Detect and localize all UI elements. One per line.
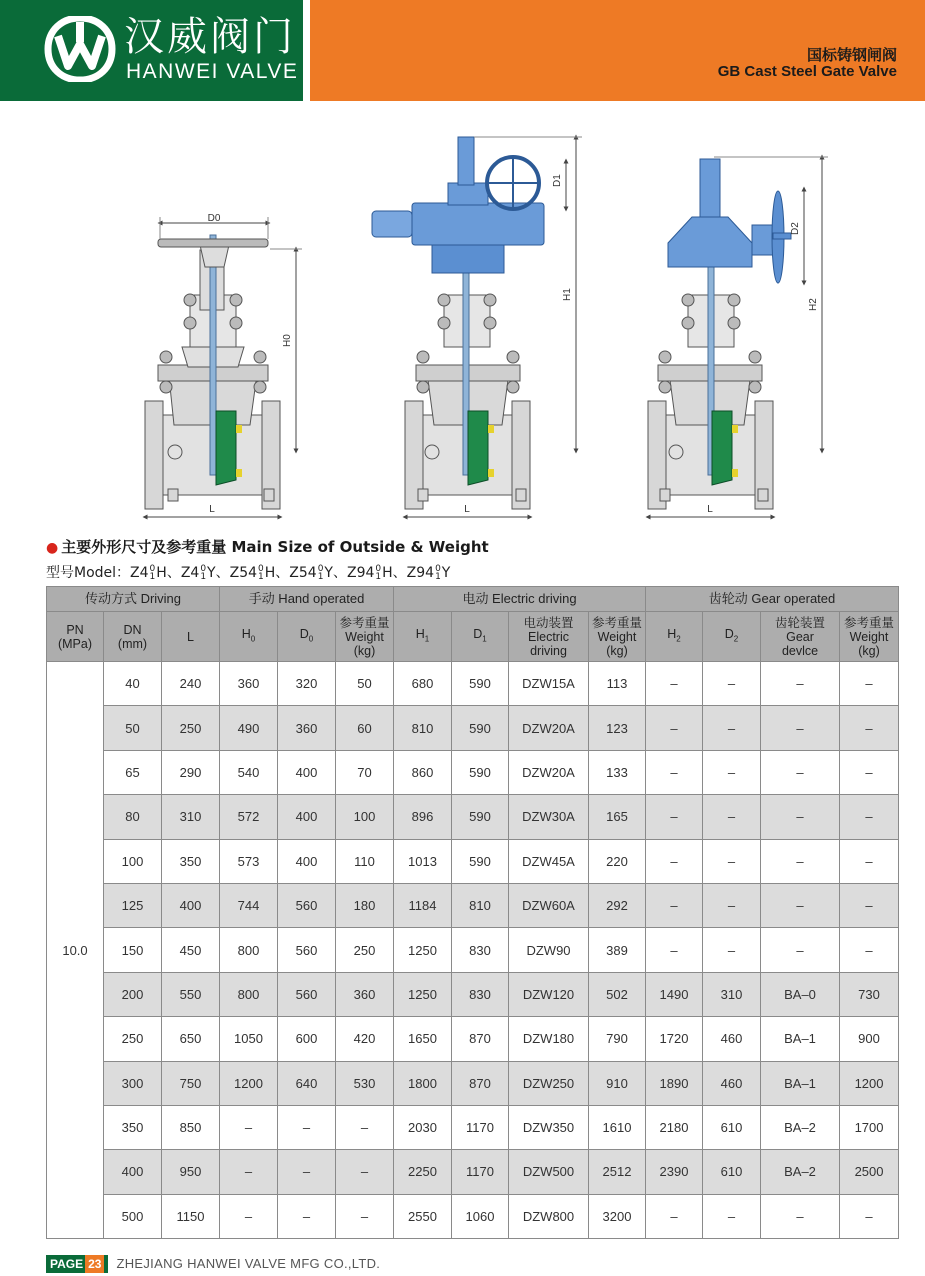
cell-gear-device: – (761, 662, 840, 706)
valve-gear-icon (648, 157, 828, 517)
cell-gear-device: BA–1 (761, 1017, 840, 1061)
col-h2: $H_2$ (646, 612, 703, 662)
table-row (47, 1194, 899, 1238)
valve-drawings (0, 125, 925, 525)
label-l-2: L (464, 504, 470, 515)
cell-h2: – (646, 662, 703, 706)
table-row (47, 1150, 899, 1194)
label-d2: D2 (790, 222, 801, 235)
cell-dn: 400 (104, 1150, 162, 1194)
cell-dn: 65 (104, 750, 162, 794)
cell-d2: 610 (703, 1150, 761, 1194)
cell-gear-device: – (761, 795, 840, 839)
cell-weight-electric: 113 (589, 662, 646, 706)
cell-h0: – (220, 1150, 278, 1194)
cell-h0: 800 (220, 972, 278, 1016)
cell-h1: 1650 (394, 1017, 452, 1061)
cell-dn: 200 (104, 972, 162, 1016)
cell-d0: – (278, 1150, 336, 1194)
cell-h1: 896 (394, 795, 452, 839)
cell-d2: – (703, 839, 761, 883)
cell-weight-electric: 133 (589, 750, 646, 794)
cell-d2: – (703, 928, 761, 972)
cell-l: 250 (162, 706, 220, 750)
cell-d0: 400 (278, 795, 336, 839)
bullet-icon: ● (46, 540, 59, 556)
cell-h1: 680 (394, 662, 452, 706)
cell-h2: – (646, 750, 703, 794)
cell-dn: 100 (104, 839, 162, 883)
cell-weight-gear: – (840, 883, 899, 927)
cell-weight-electric: 3200 (589, 1194, 646, 1238)
cell-weight-hand: 110 (336, 839, 394, 883)
spec-table-body (47, 662, 899, 1239)
table-row (47, 662, 899, 706)
col-weight-electric: 参考重量 Weight (kg) (589, 612, 646, 662)
cell-gear-device: – (761, 706, 840, 750)
model-list: Z40 1H、Z40 1Y、Z540 1H、Z540 1Y、Z940 1H、Z940 1Y (130, 564, 451, 582)
cell-l: 240 (162, 662, 220, 706)
cell-h0: 573 (220, 839, 278, 883)
cell-l: 1150 (162, 1194, 220, 1238)
cell-weight-hand: 100 (336, 795, 394, 839)
cell-weight-electric: 2512 (589, 1150, 646, 1194)
cell-weight-electric: 910 (589, 1061, 646, 1105)
cell-electric-device: DZW45A (509, 839, 589, 883)
cell-weight-hand: 70 (336, 750, 394, 794)
label-l-3: L (707, 504, 713, 515)
cell-h1: 1800 (394, 1061, 452, 1105)
group-electric: 电动 Electric driving (394, 587, 646, 612)
page-title-en: GB Cast Steel Gate Valve (717, 63, 897, 80)
cell-gear-device: BA–2 (761, 1105, 840, 1149)
page-badge: PAGE 23 (46, 1255, 108, 1273)
cell-weight-electric: 790 (589, 1017, 646, 1061)
cell-pn: 10.0 (47, 662, 104, 1239)
cell-h1: 1184 (394, 883, 452, 927)
cell-d2: 460 (703, 1017, 761, 1061)
col-d0: $D_0$ (278, 612, 336, 662)
cell-h0: 540 (220, 750, 278, 794)
model-code: Z540 1H (229, 564, 276, 582)
col-weight-hand: 参考重量 Weight (kg) (336, 612, 394, 662)
cell-h2: 1890 (646, 1061, 703, 1105)
cell-dn: 300 (104, 1061, 162, 1105)
cell-l: 400 (162, 883, 220, 927)
cell-gear-device: – (761, 883, 840, 927)
cell-h0: 360 (220, 662, 278, 706)
table-row (47, 972, 899, 1016)
cell-h2: – (646, 795, 703, 839)
cell-weight-gear: 900 (840, 1017, 899, 1061)
table-row (47, 839, 899, 883)
cell-weight-hand: 420 (336, 1017, 394, 1061)
cell-h2: 2180 (646, 1105, 703, 1149)
cell-h2: 1720 (646, 1017, 703, 1061)
cell-electric-device: DZW90 (509, 928, 589, 972)
cell-h2: – (646, 883, 703, 927)
cell-h1: 2550 (394, 1194, 452, 1238)
cell-h0: 572 (220, 795, 278, 839)
cell-h0: 744 (220, 883, 278, 927)
cell-d1: 590 (452, 750, 509, 794)
cell-weight-hand: 530 (336, 1061, 394, 1105)
cell-d1: 590 (452, 795, 509, 839)
cell-l: 650 (162, 1017, 220, 1061)
col-h1: $H_1$ (394, 612, 452, 662)
table-row (47, 1017, 899, 1061)
cell-dn: 250 (104, 1017, 162, 1061)
cell-d0: 600 (278, 1017, 336, 1061)
cell-weight-electric: 123 (589, 706, 646, 750)
cell-weight-gear: – (840, 839, 899, 883)
table-row (47, 750, 899, 794)
cell-weight-electric: 220 (589, 839, 646, 883)
cell-electric-device: DZW15A (509, 662, 589, 706)
cell-electric-device: DZW350 (509, 1105, 589, 1149)
page-title-cn: 国标铸钢闸阀 (806, 46, 897, 64)
model-code: Z40 1H (130, 564, 167, 582)
col-gear-device: 齿轮装置 Gear devlce (761, 612, 840, 662)
cell-electric-device: DZW30A (509, 795, 589, 839)
cell-h1: 1250 (394, 972, 452, 1016)
cell-d2: – (703, 662, 761, 706)
cell-d2: – (703, 750, 761, 794)
label-h1: H1 (562, 288, 573, 301)
logo-icon (44, 16, 116, 82)
label-h0: H0 (282, 334, 293, 347)
cell-h0: – (220, 1194, 278, 1238)
cell-h0: – (220, 1105, 278, 1149)
header-brand-band (0, 0, 303, 101)
label-l-1: L (209, 504, 215, 515)
table-row (47, 706, 899, 750)
col-weight-gear: 参考重量 Weight (kg) (840, 612, 899, 662)
model-code: Z540 1Y (289, 564, 333, 582)
cell-h1: 810 (394, 706, 452, 750)
cell-l: 310 (162, 795, 220, 839)
cell-d2: – (703, 706, 761, 750)
cell-electric-device: DZW800 (509, 1194, 589, 1238)
brand-name-cn: 汉威阀门 (124, 14, 296, 60)
model-code: Z940 1Y (406, 564, 451, 582)
table-row (47, 1105, 899, 1149)
cell-weight-hand: – (336, 1105, 394, 1149)
cell-dn: 80 (104, 795, 162, 839)
valve-manual-icon (145, 213, 302, 517)
valve-electric-icon (372, 137, 582, 517)
cell-d0: 400 (278, 839, 336, 883)
group-gear: 齿轮动 Gear operated (646, 587, 899, 612)
cell-l: 290 (162, 750, 220, 794)
col-l: L (162, 612, 220, 662)
cell-h2: – (646, 839, 703, 883)
cell-d2: – (703, 883, 761, 927)
cell-l: 950 (162, 1150, 220, 1194)
cell-weight-hand: 180 (336, 883, 394, 927)
col-pn: PN (MPa) (47, 612, 104, 662)
cell-electric-device: DZW20A (509, 750, 589, 794)
cell-gear-device: – (761, 1194, 840, 1238)
cell-d0: – (278, 1105, 336, 1149)
cell-weight-electric: 292 (589, 883, 646, 927)
cell-h2: – (646, 1194, 703, 1238)
cell-h1: 2250 (394, 1150, 452, 1194)
cell-l: 350 (162, 839, 220, 883)
cell-h1: 1013 (394, 839, 452, 883)
spec-table (46, 586, 899, 1239)
cell-gear-device: BA–0 (761, 972, 840, 1016)
cell-electric-device: DZW500 (509, 1150, 589, 1194)
cell-l: 750 (162, 1061, 220, 1105)
brand-name-en: HANWEI VALVE (126, 60, 299, 83)
cell-h0: 1200 (220, 1061, 278, 1105)
model-code: Z40 1Y (180, 564, 216, 582)
cell-weight-hand: 250 (336, 928, 394, 972)
group-driving: 传动方式 Driving (47, 587, 220, 612)
cell-d2: 310 (703, 972, 761, 1016)
model-line: 型号Model：Z40 1H、Z40 1Y、Z540 1H、Z540 1Y、Z940 1H、Z940 1Y (46, 564, 451, 582)
cell-weight-gear: 1700 (840, 1105, 899, 1149)
cell-h2: 1490 (646, 972, 703, 1016)
footer (46, 1255, 380, 1273)
model-code: Z940 1H (346, 564, 393, 582)
cell-h1: 860 (394, 750, 452, 794)
cell-weight-gear: – (840, 795, 899, 839)
cell-weight-electric: 165 (589, 795, 646, 839)
cell-dn: 150 (104, 928, 162, 972)
cell-d0: 640 (278, 1061, 336, 1105)
cell-gear-device: – (761, 750, 840, 794)
cell-d1: 830 (452, 972, 509, 1016)
col-h0: $H_0$ (220, 612, 278, 662)
table-row (47, 1061, 899, 1105)
cell-h1: 2030 (394, 1105, 452, 1149)
cell-weight-gear: – (840, 750, 899, 794)
cell-h0: 1050 (220, 1017, 278, 1061)
cell-d0: 400 (278, 750, 336, 794)
cell-h2: – (646, 928, 703, 972)
cell-weight-gear: – (840, 706, 899, 750)
cell-l: 850 (162, 1105, 220, 1149)
cell-electric-device: DZW250 (509, 1061, 589, 1105)
cell-dn: 50 (104, 706, 162, 750)
cell-gear-device: BA–2 (761, 1150, 840, 1194)
cell-d2: 610 (703, 1105, 761, 1149)
label-h2: H2 (808, 298, 819, 311)
cell-d0: 560 (278, 972, 336, 1016)
cell-h2: – (646, 706, 703, 750)
table-row (47, 928, 899, 972)
cell-dn: 350 (104, 1105, 162, 1149)
cell-gear-device: BA–1 (761, 1061, 840, 1105)
cell-d1: 870 (452, 1061, 509, 1105)
cell-electric-device: DZW60A (509, 883, 589, 927)
cell-l: 450 (162, 928, 220, 972)
cell-gear-device: – (761, 839, 840, 883)
cell-weight-hand: 360 (336, 972, 394, 1016)
cell-weight-gear: – (840, 1194, 899, 1238)
table-row (47, 883, 899, 927)
cell-d1: 1170 (452, 1105, 509, 1149)
cell-weight-gear: – (840, 928, 899, 972)
cell-electric-device: DZW120 (509, 972, 589, 1016)
cell-l: 550 (162, 972, 220, 1016)
cell-weight-gear: 730 (840, 972, 899, 1016)
cell-d1: 1060 (452, 1194, 509, 1238)
cell-h0: 490 (220, 706, 278, 750)
cell-d1: 830 (452, 928, 509, 972)
cell-gear-device: – (761, 928, 840, 972)
cell-weight-gear: – (840, 662, 899, 706)
cell-h2: 2390 (646, 1150, 703, 1194)
cell-d2: – (703, 795, 761, 839)
cell-d0: – (278, 1194, 336, 1238)
cell-d2: 460 (703, 1061, 761, 1105)
cell-d1: 810 (452, 883, 509, 927)
cell-h0: 800 (220, 928, 278, 972)
group-hand: 手动 Hand operated (220, 587, 394, 612)
col-d2: $D_2$ (703, 612, 761, 662)
cell-d2: – (703, 1194, 761, 1238)
company-name: ZHEJIANG HANWEI VALVE MFG CO.,LTD. (116, 1256, 381, 1271)
cell-d0: 560 (278, 928, 336, 972)
cell-weight-hand: 50 (336, 662, 394, 706)
table-row (47, 795, 899, 839)
cell-d0: 560 (278, 883, 336, 927)
cell-weight-hand: – (336, 1194, 394, 1238)
cell-d1: 1170 (452, 1150, 509, 1194)
cell-d0: 320 (278, 662, 336, 706)
cell-electric-device: DZW20A (509, 706, 589, 750)
label-d0: D0 (207, 213, 221, 224)
cell-d0: 360 (278, 706, 336, 750)
cell-h1: 1250 (394, 928, 452, 972)
cell-d1: 870 (452, 1017, 509, 1061)
col-electric-device: 电动装置 Electric driving (509, 612, 589, 662)
cell-weight-electric: 502 (589, 972, 646, 1016)
cell-weight-gear: 2500 (840, 1150, 899, 1194)
cell-dn: 125 (104, 883, 162, 927)
cell-d1: 590 (452, 839, 509, 883)
cell-weight-electric: 389 (589, 928, 646, 972)
cell-electric-device: DZW180 (509, 1017, 589, 1061)
cell-weight-electric: 1610 (589, 1105, 646, 1149)
section-title: ● 主要外形尺寸及参考重量 Main Size of Outside & Weight (46, 538, 489, 556)
cell-weight-hand: – (336, 1150, 394, 1194)
cell-weight-gear: 1200 (840, 1061, 899, 1105)
label-d1: D1 (552, 174, 563, 187)
cell-d1: 590 (452, 706, 509, 750)
cell-dn: 500 (104, 1194, 162, 1238)
cell-d1: 590 (452, 662, 509, 706)
col-d1: $D_1$ (452, 612, 509, 662)
cell-dn: 40 (104, 662, 162, 706)
col-dn: DN (mm) (104, 612, 162, 662)
cell-weight-hand: 60 (336, 706, 394, 750)
